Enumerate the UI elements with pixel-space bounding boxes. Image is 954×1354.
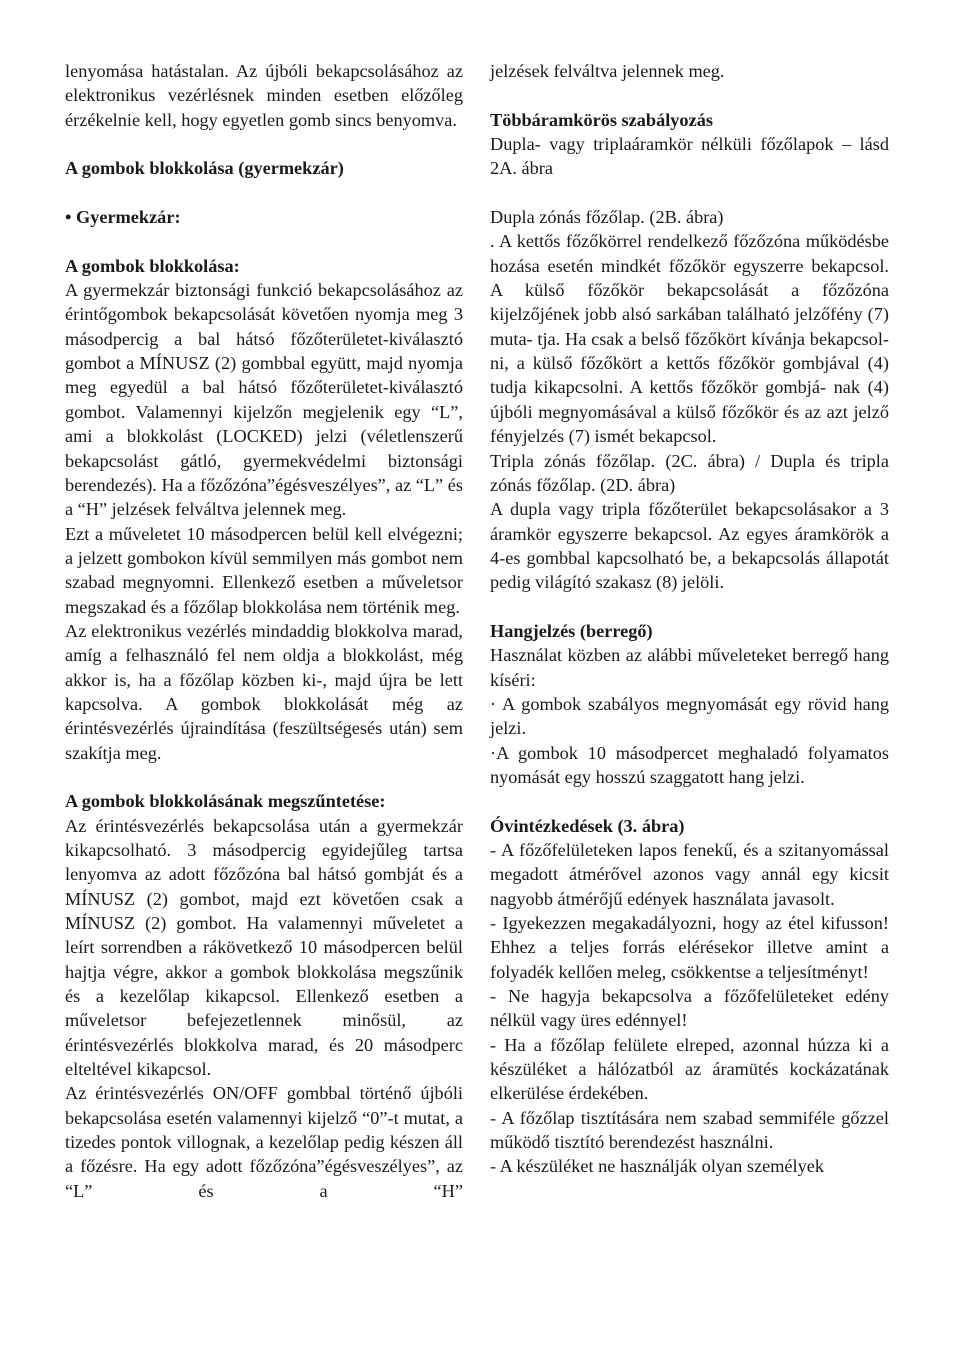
section-heading: A gombok blokkolásának megszűntetése: (65, 791, 386, 812)
paragraph-spacer (490, 789, 889, 813)
body-paragraph: - Igyekezzen megakadályozni, hogy az étel kifusson! Ehhez a teljes forrás elérésekor illetve amint a folyadék kellően meleg, csökkentse a teljesítményt! (490, 913, 889, 982)
body-paragraph: A gyermekzár biztonsági funkció bekapcsolásához az érintőgombok bekapcsolását követően nyomja meg 3 másodpercig a bal hátsó főzőterületet-kiválasztó gombot a MÍNUSZ (2) gombbal együtt, majd nyomja meg egyedül a bal hátsó főzőterületet-kiválasztó gombot. Valamennyi kijelzőn megjelenik egy “L”, ami a blokkolást (LOCKED) jelzi (véletlenszerű bekapcsolást gátló, gyermekvédelmi biztonsági berendezés). Ha a főzőzóna”égésveszélyes”, az “L” és a “H” jelzések felváltva jelennek meg. (65, 280, 463, 520)
body-paragraph: Az érintésvezérlés bekapcsolása után a gyermekzár kikapcsolható. 3 másodpercig egyidejűleg tartsa lenyomva az adott főzőzóna bal hátsó gombját és a MÍNUSZ (2) gombot, majd ezt követően csak a MÍNUSZ (2) gombot. Ha valamennyi műveletet a leírt sorrendben a rákövetkező 10 másodpercen belül hajtja végre, akkor a gombok blokkolása megszűnik és a kezelőlap kikapcsol. Ellenkező esetben a műveletsor befejezetlennek minősül, az érintésvezérlés blokkolva marad, és 20 másodperc elteltével kikapcsol. (65, 815, 463, 1080)
paragraph-spacer (65, 765, 463, 789)
body-paragraph: · A gombok szabályos megnyomását egy rövid hang jelzi. (490, 693, 889, 739)
section-heading: Óvintézkedések (3. ábra) (490, 815, 685, 836)
section-heading: Hangjelzés (berregő) (490, 620, 653, 641)
body-paragraph: lenyomása hatástalan. Az újbóli bekapcsolásához az elektronikus vezérlésnek minden esetben előzőleg érzékelnie kell, hogy egyetlen gomb sincs benyomva. (65, 61, 463, 130)
section-heading: • Gyermekzár: (65, 207, 181, 228)
body-paragraph: Ezt a műveletet 10 másodpercen belül kell elvégezni; a jelzett gombokon kívül semmilyen más gombot nem szabad megnyomni. Ellenkező esetben a műveletsor megszakad és a főzőlap blokkolása nem történik meg. (65, 523, 463, 617)
body-paragraph: - A készüléket ne használják olyan személyek (490, 1156, 825, 1177)
body-paragraph: Dupla- vagy triplaáramkör nélküli főzőlapok – lásd 2A. ábra (490, 134, 889, 179)
section-heading: Többáramkörös szabályozás (490, 109, 713, 130)
paragraph-spacer (65, 229, 463, 253)
paragraph-spacer (490, 83, 889, 107)
body-paragraph: - Ne hagyja bekapcsolva a főzőfelületeket edény nélkül vagy üres edénnyel! (490, 986, 889, 1031)
body-paragraph: Az érintésvezérlés ON/OFF gombbal történő újbóli bekapcsolása esetén valamennyi kijelző “0”-t mutat, a tizedes pontok villognak, a kezelőlap pedig készen áll a főzésre. Ha egy adott főzőzóna”égésveszélyes”, az “L” és a “H” (65, 1083, 463, 1201)
body-paragraph: - A főzőfelületeken lapos fenekű, és a szitanyomással megadott átmérővel azonos vagy annál egy kicsit nagyobb átmérőjű edények használata javasolt. (490, 840, 889, 909)
paragraph-spacer (490, 181, 889, 205)
body-paragraph: - A főzőlap tisztítására nem szabad semmiféle gőzzel működő tisztító berendezést használni. (490, 1107, 889, 1153)
paragraph-spacer (65, 132, 463, 156)
section-heading: A gombok blokkolása (gyermekzár) (65, 158, 344, 179)
body-paragraph: Használat közben az alábbi műveleteket berregő hang kíséri: (490, 645, 889, 690)
body-paragraph: Az elektronikus vezérlés mindaddig blokkolva marad, amíg a felhasználó fel nem oldja a blokkolást, még akkor is, ha a főzőlap közben ki-, majd újra be lett kapcsolva. A gombok blokkolását még az érintésvezérlés újraindítása (feszültségesés után) sem szakítja meg. (65, 620, 463, 763)
paragraph-spacer (490, 595, 889, 619)
body-paragraph: ·A gombok 10 másodpercet meghaladó folyamatos nyomását egy hosszú szaggatott hang jelzi. (490, 742, 889, 787)
left-text-column (65, 59, 463, 1203)
section-heading: A gombok blokkolása: (65, 255, 240, 276)
body-paragraph: - Ha a főzőlap felülete elreped, azonnal húzza ki a készüléket a hálózatból az áramütés kockázatának elkerülése érdekében. (490, 1034, 889, 1104)
body-paragraph: A dupla vagy tripla főzőterület bekapcsolásakor a 3 áramkör egyszerre bekapcsol. Az egyes áramkörök a 4-es gombbal kapcsolható be, a bekapcsolás állapotát pedig világító szakasz (8) jelöli. (490, 499, 889, 593)
body-paragraph: . A kettős főzőkörrel rendelkező főzőzóna működésbe hozása esetén mindkét főzőkör egyszerre bekapcsol. A külső főzőkör bekapcsolását a főzőzóna kijelzőjének jobb alsó sarkában található jelzőfény (7) muta- tja. Ha csak a belső főzőkört kívánja bekapcsol- ni, a külső főzőkört a kettős főzőkör gombjával (4) tudja kikapcsolni. A kettős főzőkör gombjá- nak (4) újbóli megnyomásával a külső főzőkör és az azt jelző fényjelzés (7) ismét bekapcsol. (490, 231, 889, 447)
right-text-column (490, 59, 889, 1179)
body-paragraph: jelzések felváltva jelennek meg. (490, 61, 725, 81)
body-paragraph: Dupla zónás főzőlap. (2B. ábra) (490, 207, 724, 228)
body-paragraph: Tripla zónás főzőlap. (2C. ábra) / Dupla és tripla zónás főzőlap. (2D. ábra) (490, 450, 889, 495)
paragraph-spacer (65, 181, 463, 205)
